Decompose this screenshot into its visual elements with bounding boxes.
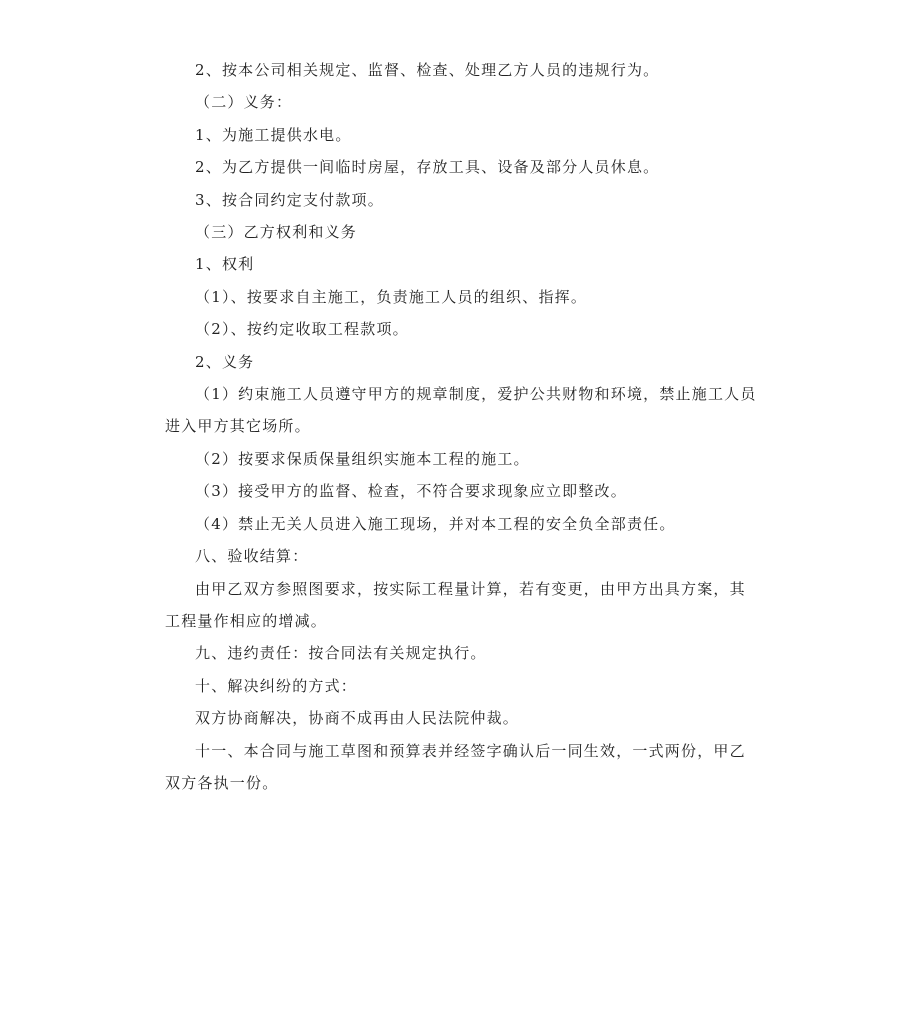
paragraph: 1、为施工提供水电。 xyxy=(195,125,352,144)
paragraph: （1）约束施工人员遵守甲方的规章制度，爱护公共财物和环境，禁止施工人员进入甲方其它场所。 xyxy=(165,385,757,436)
section-heading: 十、解决纠纷的方式： xyxy=(195,676,358,695)
paragraph: 2、为乙方提供一间临时房屋，存放工具、设备及部分人员休息。 xyxy=(195,158,660,177)
paragraph: （1）、按要求自主施工，负责施工人员的组织、指挥。 xyxy=(195,287,588,306)
paragraph: （3）接受甲方的监督、检查，不符合要求现象应立即整改。 xyxy=(195,482,627,501)
section-heading: （二）义务： xyxy=(195,93,293,112)
paragraph: 双方协商解决，协商不成再由人民法院仲裁。 xyxy=(195,709,520,728)
section-heading: （三）乙方权利和义务 xyxy=(195,223,358,242)
document-body xyxy=(165,54,757,799)
paragraph: 2、按本公司相关规定、监督、检查、处理乙方人员的违规行为。 xyxy=(195,61,660,79)
paragraph: （2）按要求保质保量组织实施本工程的施工。 xyxy=(195,449,530,468)
paragraph: （2）、按约定收取工程款项。 xyxy=(195,320,409,339)
paragraph: 十一、本合同与施工草图和预算表并经签字确认后一同生效，一式两份，甲乙双方各执一份。 xyxy=(165,741,746,792)
subsection-heading: 1、权利 xyxy=(195,255,255,274)
paragraph: （4）禁止无关人员进入施工现场，并对本工程的安全负全部责任。 xyxy=(195,514,676,533)
section-heading: 九、违约责任：按合同法有关规定执行。 xyxy=(195,644,487,663)
paragraph: 3、按合同约定支付款项。 xyxy=(195,190,384,209)
section-heading: 八、验收结算： xyxy=(195,547,309,566)
paragraph: 由甲乙双方参照图要求，按实际工程量计算，若有变更，由甲方出具方案，其工程量作相应的增减。 xyxy=(165,579,746,630)
subsection-heading: 2、义务 xyxy=(195,352,255,371)
